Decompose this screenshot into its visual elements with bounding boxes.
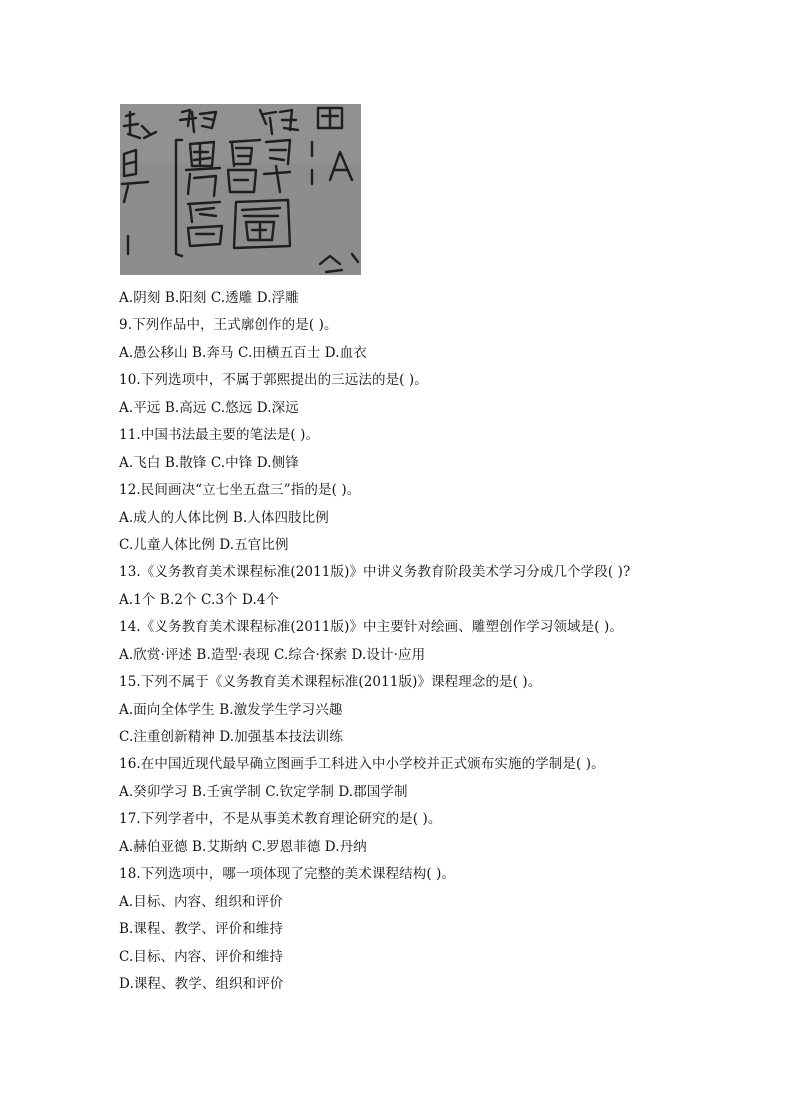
question-11: 11.中国书法最主要的笔法是( )。 [119,427,320,444]
question-10: 10.下列选项中，不属于郭熙提出的三远法的是( )。 [119,372,428,389]
question-15: 15.下列不属于《义务教育美术课程标准(2011版)》课程理念的是( )。 [119,674,542,691]
answer-options-12-ab: A.成人的人体比例 B.人体四肢比例 [119,509,329,526]
answer-options-13: A.1个 B.2个 C.3个 D.4个 [119,591,280,608]
question-13: 13.《义务教育美术课程标准(2011版)》中讲义务教育阶段美术学习分成几个学段( )? [119,564,631,581]
answer-options-8: A.阴刻 B.阳刻 C.透雕 D.浮雕 [119,290,299,306]
answer-option-18-b: B.课程、教学、评价和维持 [119,921,284,938]
question-9: 9.下列作品中，王式廓创作的是( )。 [119,317,338,334]
answer-options-11: A.飞白 B.散锋 C.中锋 D.侧锋 [119,454,299,471]
answer-options-15-ab: A.面向全体学生 B.激发学生学习兴趣 [119,701,343,718]
answer-option-18-c: C.目标、内容、评价和维持 [119,948,283,965]
engraved-seal-photo [120,104,361,275]
question-list [119,285,759,998]
question-17: 17.下列学者中，不是从事美术教育理论研究的是( )。 [119,811,442,828]
question-18: 18.下列选项中，哪一项体现了完整的美术课程结构( )。 [119,866,456,883]
answer-option-18-a: A.目标、内容、组织和评价 [119,893,283,910]
answer-options-15-cd: C.注重创新精神 D.加强基本技法训练 [119,729,343,745]
answer-options-17: A.赫伯亚德 B.艾斯纳 C.罗恩菲德 D.丹纳 [119,838,367,855]
answer-options-14: A.欣赏·评述 B.造型·表现 C.综合·探索 D.设计·应用 [119,646,426,663]
seal-engraving-image [120,104,361,275]
answer-options-16: A.癸卯学习 B.壬寅学制 C.钦定学制 D.郡国学制 [119,783,408,800]
question-14: 14.《义务教育美术课程标准(2011版)》中主要针对绘画、雕塑创作学习领域是( )。 [119,619,623,636]
question-16: 16.在中国近现代最早确立图画手工科进入中小学校并正式颁布实施的学制是( )。 [119,756,605,773]
answer-options-9: A.愚公移山 B.奔马 C.田横五百士 D.血衣 [119,344,367,361]
question-12: 12.民间画决“立七坐五盘三”指的是( )。 [119,482,361,499]
answer-option-18-d: D.课程、教学、组织和评价 [119,975,284,992]
answer-options-12-cd: C.儿童人体比例 D.五官比例 [119,536,289,553]
answer-options-10: A.平远 B.高远 C.悠远 D.深远 [119,399,299,416]
